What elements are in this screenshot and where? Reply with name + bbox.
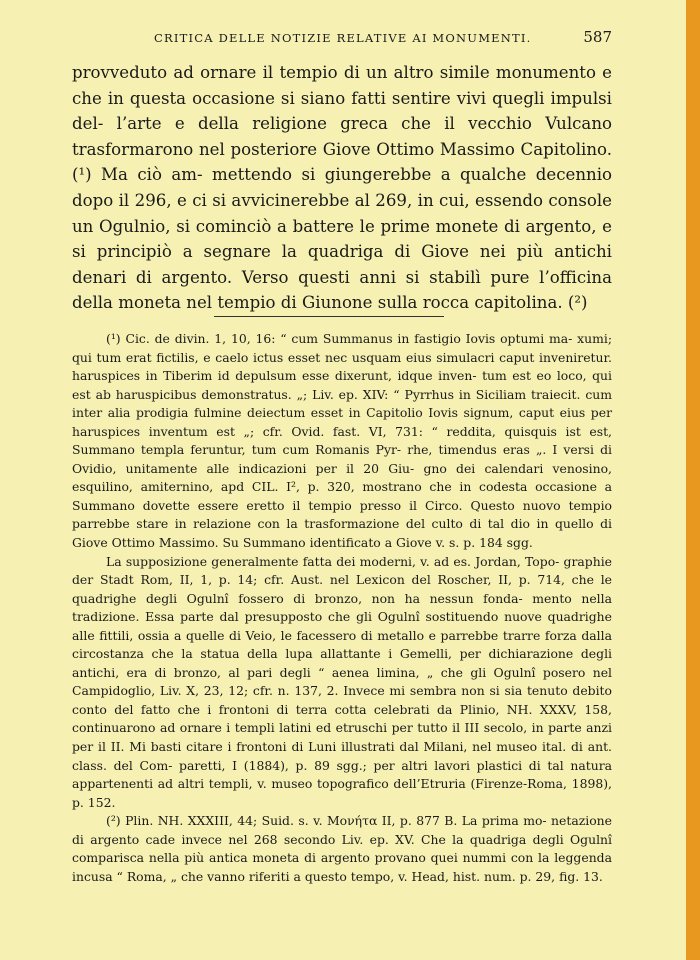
- page-header: [154, 28, 612, 50]
- running-head: CRITICA DELLE NOTIZIE RELATIVE AI MONUMENTI.: [154, 31, 532, 45]
- main-paragraph: provveduto ad ornare il tempio di un altro simile monumento e che in questa occasione si siano fatti sentire vivi quegli impulsi del- l’arte e della religione greca che il vecchio Vulcano trasformarono nel posteriore Giove Ottimo Massimo Capitolino. (¹) Ma ciò am- mettendo si giungerebbe a qualche decennio dopo il 296, e ci si avvicinerebbe al 269, in cui, essendo console un Ogulnio, si cominciò a battere le prime monete di argento, e si principiò a segnare la quadriga di Giove nei più antichi denari di argento. Verso questi anni si stabilì pure l’officina della moneta nel tempio di Giunone sulla rocca capitolina. (²): [72, 63, 612, 313]
- footnotes: [72, 330, 612, 886]
- book-page: [72, 0, 612, 960]
- footnote-2: (²) Plin. NH. XXXIII, 44; Suid. s. v. Μονήτα II, p. 877 B. La prima mo- netazione di argento cade invece nel 268 secondo Liv. ep. XV. Che la quadriga degli Ogulnî comparisca nella più antica moneta di argento provano quei nummi con la leggenda incusa “ Roma, „ che vanno riferiti a questo tempo, v. Head, hist. num. p. 29, fig. 13.: [72, 813, 612, 884]
- footnote-1-continued: La supposizione generalmente fatta dei moderni, v. ad es. Jordan, Topo- graphie der Stadt Rom, II, 1, p. 14; cfr. Aust. nel Lexicon del Roscher, II, p. 714, che le quadrighe degli Ogulnî fossero di bronzo, non ha nessun fonda- mento nella tradizione. Essa parte dal presupposto che gli Ogulnî sostituendo nuove quadrighe alle fittili, ossia a quelle di Veio, le facessero di metallo e parrebbe trarre forza dalla circostanza che la statua della lupa allattante i Gemelli, per dichiarazione degli antichi, era di bronzo, al pari degli “ aenea limina, „ che gli Ogulnî posero nel Campidoglio, Liv. X, 23, 12; cfr. n. 137, 2. Invece mi sembra non si sia tenuto debito conto del fatto che i frontoni di terra cotta celebrati da Plinio, NH. XXXV, 158, continuarono ad ornare i templi latini ed etruschi per tutto il III secolo, in parte anzi per il II. Mi basti citare i frontoni di Luni illustrati dal Milani, nel museo ital. di ant. class. del Com- paretti, I (1884), p. 89 sgg.; per altri lavori plastici di tal natura appartenenti ad altri templi, v. museo topografico dell’Etruria (Firenze-Roma, 1898), p. 152.: [72, 553, 612, 810]
- main-text: [72, 60, 612, 316]
- footnote-rule: [214, 316, 444, 317]
- footnote-1: (¹) Cic. de divin. 1, 10, 16: “ cum Summanus in fastigio Iovis optumi ma- xumi; qui tum erat fictilis, e caelo ictus esset nec usquam eius simulacri caput inveniretur. haruspices in Tiberim id depulsum esse dixerunt, idque inven- tum est eo loco, qui est ab haruspicibus demonstratus. „; Liv. ep. XIV: “ Pyrrhus in Siciliam traiecit. cum inter alia prodigia fulmine deiectum esset in Capitolio Iovis signum, caput eius per haruspices inventum est „; cfr. Ovid. fast. VI, 731: “ reddita, quisquis ist est, Summano templa feruntur, tum cum Romanis Pyr- rhe, timendus eras „. I versi di Ovidio, unitamente alle indicazioni per il 20 Giu- gno dei calendari venosino, esquilino, amiternino, apd CIL. I², p. 320, mostrano che in codesta occasione a Summano dovette essere eretto il tempio presso il Circo. Questo nuovo tempio parrebbe stare in relazione con la trasformazione del culto di tal dio in quello di Giove Ottimo Massimo. Su Summano identificato a Giove v. s. p. 184 sgg.: [72, 331, 612, 551]
- page-number: 587: [583, 28, 612, 46]
